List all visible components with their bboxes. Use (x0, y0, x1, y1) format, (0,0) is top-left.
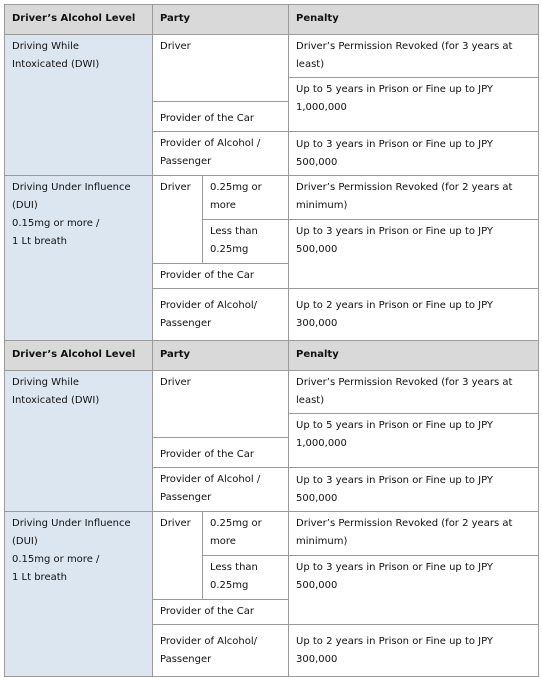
penalty-text: Up to 5 years in Prison or Fine up to JPY (296, 420, 494, 431)
penalty-text: Up to 5 years in Prison or Fine up to JPY (296, 84, 494, 95)
sub-level-text: more (210, 200, 236, 211)
sub-level-low (203, 220, 289, 264)
penalty-license-revoked: Driver’s Permission Revoked (for 3 years at least) (289, 35, 539, 78)
party-driver: Driver (153, 35, 289, 102)
party-text: Passenger (160, 317, 212, 329)
sub-level-text: Less than (210, 226, 258, 237)
penalty-license-revoked (289, 512, 539, 556)
party-driver: Driver (153, 371, 289, 438)
penalty-text: 1,000,000 (296, 102, 347, 113)
penalty-text: Driver’s Permission Revoked (for 2 years at (296, 182, 513, 193)
penalty-prison (289, 78, 539, 132)
penalty-prison (289, 414, 539, 468)
penalty-alcohol-provider: Up to 2 years in Prison or Fine up to JPY 300,000 (289, 289, 539, 341)
sub-level-text: Less than (210, 562, 258, 573)
party-text: Provider of Alcohol/ (160, 299, 258, 311)
sub-level-text: more (210, 536, 236, 547)
penalty-license-revoked: Driver’s Permission Revoked (for 3 years at least) (289, 371, 539, 414)
penalty-alcohol-provider: Up to 3 years in Prison or Fine up to JPY 500,000 (289, 468, 539, 512)
penalty-text: 1,000,000 (296, 438, 347, 449)
header-alcohol-level: Driver’s Alcohol Level (5, 341, 153, 371)
party-car-provider: Provider of the Car (153, 102, 289, 132)
party-text: Provider of Alcohol / (160, 474, 261, 485)
level-text: (DUI) (12, 536, 38, 547)
penalty-license-revoked (289, 176, 539, 220)
header-penalty: Penalty (289, 341, 539, 371)
party-text: Provider of Alcohol / (160, 138, 261, 149)
alcohol-penalty-table (4, 4, 539, 677)
sub-level-text: 0.25mg (210, 244, 249, 255)
level-text: 0.15mg or more / (12, 218, 100, 229)
sub-level-text: 0.25mg or (210, 518, 262, 529)
level-dwi (5, 371, 153, 512)
level-text: Driving While (12, 377, 80, 388)
sub-level-high (203, 512, 289, 556)
level-text: 1 Lt breath (12, 572, 67, 583)
table-row (5, 371, 539, 414)
table-row (5, 512, 539, 556)
table-row (5, 176, 539, 220)
header-party: Party (153, 5, 289, 35)
level-text: Driving Under Influence (12, 518, 131, 529)
level-text: (DUI) (12, 200, 38, 211)
header-alcohol-level: Driver’s Alcohol Level (5, 5, 153, 35)
sub-level-high (203, 176, 289, 220)
party-alcohol-provider (153, 625, 289, 677)
header-row (5, 341, 539, 371)
penalty-text: Driver’s Permission Revoked (for 2 years at (296, 518, 513, 529)
party-driver: Driver (153, 176, 203, 264)
party-text: Passenger (160, 492, 212, 503)
party-text: Passenger (160, 653, 212, 665)
penalty-text: minimum) (296, 200, 348, 211)
sub-level-text: 0.25mg or (210, 182, 262, 193)
level-text: Intoxicated (DWI) (12, 59, 100, 70)
level-text: Intoxicated (DWI) (12, 395, 100, 406)
header-party: Party (153, 341, 289, 371)
table-row (5, 35, 539, 78)
penalty-alcohol-provider: Up to 2 years in Prison or Fine up to JPY 300,000 (289, 625, 539, 677)
party-text: Passenger (160, 156, 212, 167)
sub-level-text: 0.25mg (210, 580, 249, 591)
party-alcohol-provider (153, 289, 289, 341)
party-car-provider: Provider of the Car (153, 600, 289, 625)
level-text: Driving Under Influence (12, 182, 131, 193)
level-dui (5, 176, 153, 341)
penalty-prison: Up to 3 years in Prison or Fine up to JPY 500,000 (289, 556, 539, 625)
party-alcohol-provider (153, 132, 289, 176)
party-alcohol-provider (153, 468, 289, 512)
sub-level-low (203, 556, 289, 600)
penalty-prison: Up to 3 years in Prison or Fine up to JPY 500,000 (289, 220, 539, 289)
header-row (5, 5, 539, 35)
penalty-alcohol-provider: Up to 3 years in Prison or Fine up to JPY 500,000 (289, 132, 539, 176)
level-dwi (5, 35, 153, 176)
level-text: 1 Lt breath (12, 236, 67, 247)
party-driver: Driver (153, 512, 203, 600)
party-text: Provider of Alcohol/ (160, 635, 258, 647)
penalty-text: minimum) (296, 536, 348, 547)
party-car-provider: Provider of the Car (153, 264, 289, 289)
level-text: Driving While (12, 41, 80, 52)
header-penalty: Penalty (289, 5, 539, 35)
level-dui (5, 512, 153, 677)
level-text: 0.15mg or more / (12, 554, 100, 565)
party-car-provider: Provider of the Car (153, 438, 289, 468)
